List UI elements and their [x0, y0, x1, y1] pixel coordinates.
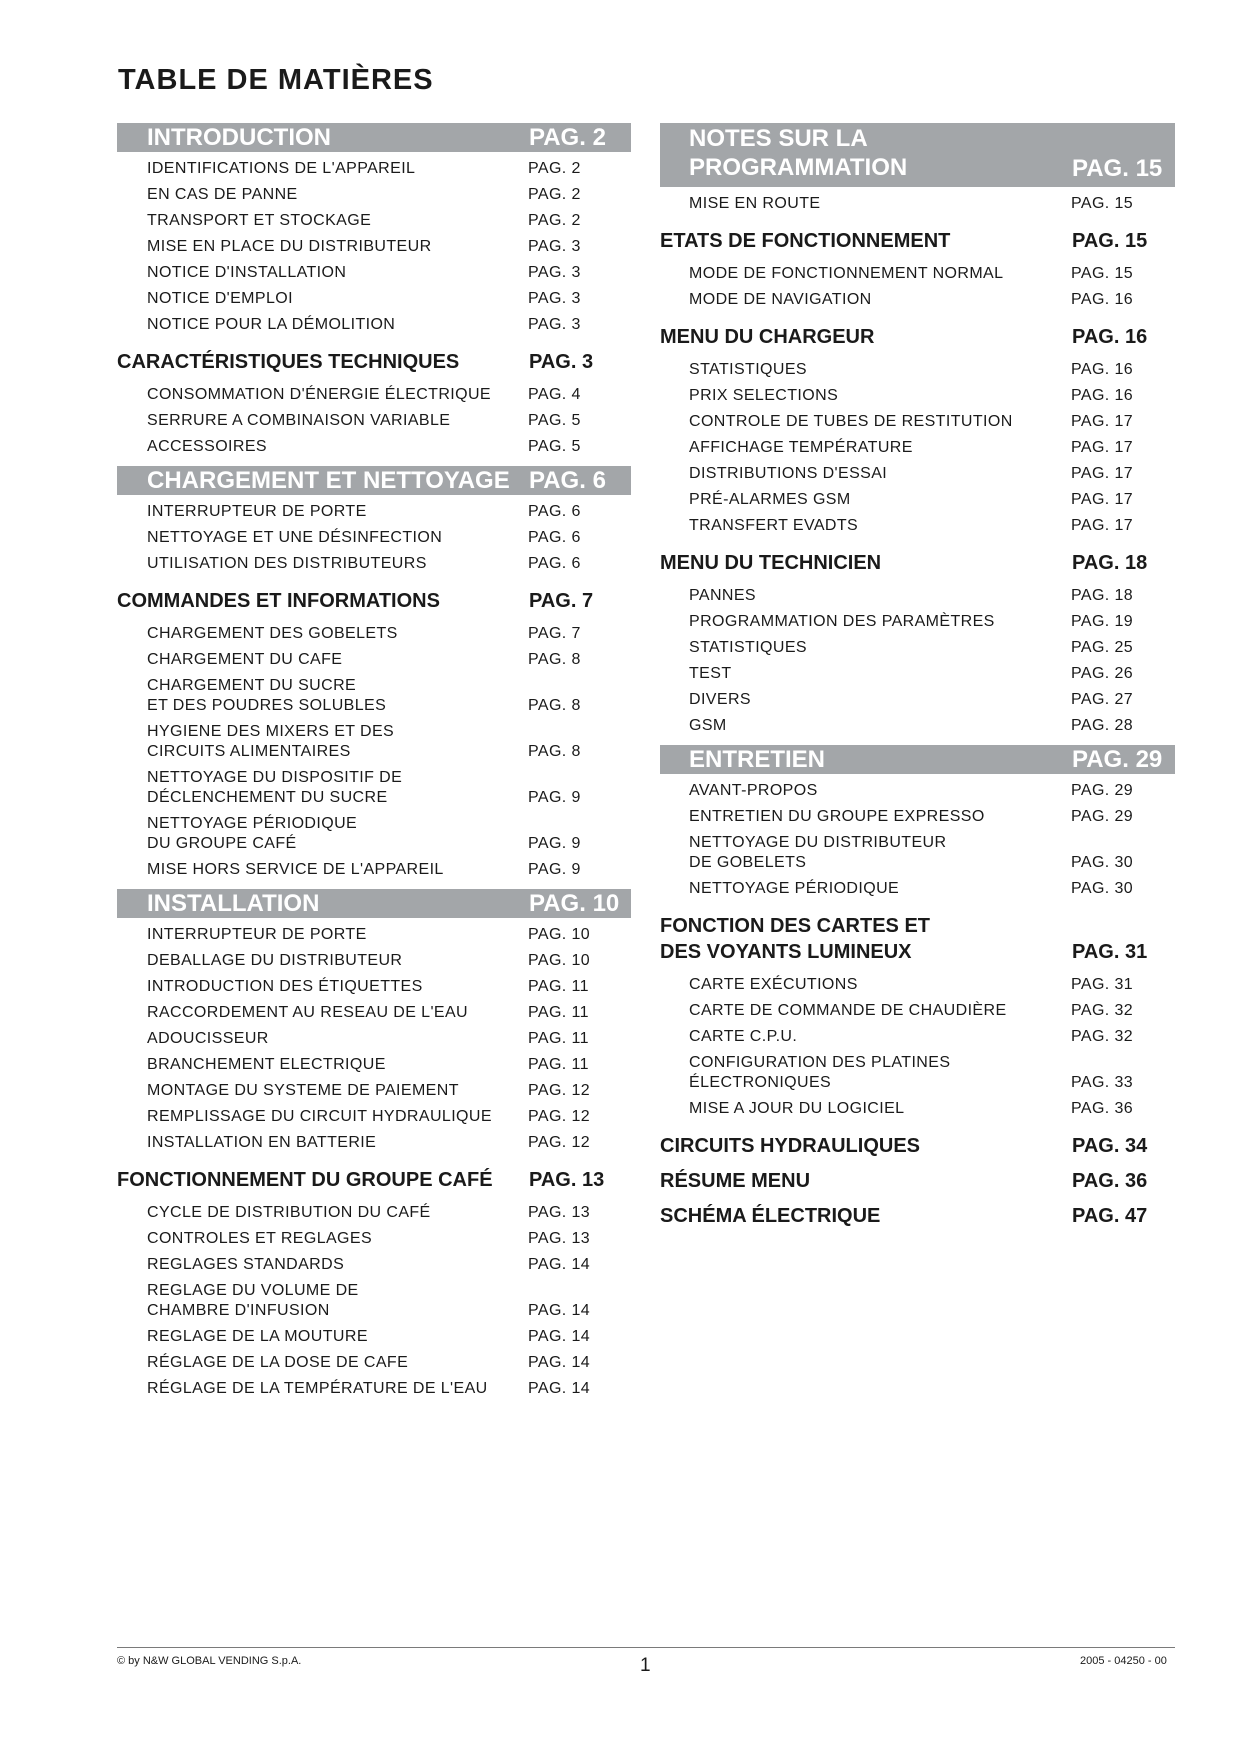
toc-entry-page: PAG. 30	[1071, 854, 1134, 871]
toc-entry-page: PAG. 29	[1071, 782, 1134, 799]
toc-section-heading-label: MENU DU CHARGEUR	[660, 326, 875, 348]
toc-entry-page: PAG. 16	[1071, 387, 1134, 404]
toc-section-heading-page: PAG. 15	[1072, 230, 1148, 252]
toc-entry-label: HYGIENE DES MIXERS ET DES CIRCUITS ALIMENTAIRES	[147, 723, 395, 760]
toc-entry[interactable]	[117, 922, 631, 948]
toc-entry[interactable]	[117, 156, 631, 182]
toc-entry[interactable]	[117, 382, 631, 408]
toc-entry-page: PAG. 33	[1071, 1074, 1134, 1091]
section-spacer	[660, 313, 1175, 322]
toc-entry-page: PAG. 3	[528, 290, 581, 307]
toc-entry[interactable]	[117, 647, 631, 673]
toc-entry-page: PAG. 10	[528, 952, 591, 969]
toc-entry[interactable]	[660, 487, 1175, 513]
toc-entry-label: DISTRIBUTIONS D'ESSAI	[689, 465, 888, 482]
toc-entry-label: TRANSPORT ET STOCKAGE	[147, 212, 372, 229]
toc-section-heading-page: PAG. 36	[1072, 1170, 1148, 1192]
toc-entry-label: RÉGLAGE DE LA DOSE DE CAFE	[147, 1354, 409, 1371]
toc-entry-label: MONTAGE DU SYSTEME DE PAIEMENT	[147, 1082, 459, 1099]
toc-entry-page: PAG. 14	[528, 1256, 591, 1273]
toc-entry-label: TEST	[689, 665, 732, 682]
toc-entry-page: PAG. 17	[1071, 439, 1134, 456]
section-spacer	[660, 217, 1175, 226]
toc-entry[interactable]	[117, 1324, 631, 1350]
toc-entry-label: AFFICHAGE TEMPÉRATURE	[689, 439, 913, 456]
toc-entry-label: CONFIGURATION DES PLATINES ÉLECTRONIQUES	[689, 1054, 951, 1091]
toc-entry-label: NETTOYAGE PÉRIODIQUE DU GROUPE CAFÉ	[147, 815, 358, 852]
toc-entry-page: PAG. 15	[1071, 195, 1134, 212]
toc-entry-page: PAG. 17	[1071, 465, 1134, 482]
toc-entry-page: PAG. 4	[528, 386, 581, 403]
toc-section-heading-page: PAG. 18	[1072, 552, 1148, 574]
toc-entry-label: PRIX SELECTIONS	[689, 387, 839, 404]
toc-entry[interactable]	[117, 719, 631, 765]
toc-entry-label: NOTICE POUR LA DÉMOLITION	[147, 316, 396, 333]
toc-entry[interactable]	[117, 621, 631, 647]
section-spacer	[660, 1122, 1175, 1131]
toc-entry[interactable]	[660, 383, 1175, 409]
toc-entry[interactable]	[117, 765, 631, 811]
toc-entry-label: UTILISATION DES DISTRIBUTEURS	[147, 555, 427, 572]
toc-entry-page: PAG. 25	[1071, 639, 1134, 656]
toc-entry-page: PAG. 14	[528, 1302, 591, 1319]
section-spacer	[660, 902, 1175, 911]
toc-entry-label: MODE DE NAVIGATION	[689, 291, 872, 308]
toc-entry[interactable]	[117, 1278, 631, 1324]
toc-entry-page: PAG. 16	[1071, 361, 1134, 378]
toc-entry[interactable]	[117, 811, 631, 857]
footer-divider	[117, 1647, 1175, 1648]
toc-entry[interactable]	[660, 513, 1175, 539]
toc-entry-page: PAG. 18	[1071, 587, 1134, 604]
toc-entry-label: EN CAS DE PANNE	[147, 186, 298, 203]
toc-entry-page: PAG. 5	[528, 438, 581, 455]
toc-entry-page: PAG. 9	[528, 789, 581, 806]
toc-entry-label: MISE EN ROUTE	[689, 195, 821, 212]
toc-entry-page: PAG. 14	[528, 1380, 591, 1397]
toc-entry[interactable]	[660, 261, 1175, 287]
toc-entry-label: CHARGEMENT DES GOBELETS	[147, 625, 398, 642]
toc-entry-page: PAG. 8	[528, 743, 581, 760]
toc-entry[interactable]	[117, 1376, 631, 1402]
toc-section-heading-label: RÉSUME MENU	[660, 1170, 811, 1192]
toc-section-banner-label: NOTES SUR LA PROGRAMMATION	[689, 125, 908, 181]
toc-entry-page: PAG. 11	[528, 978, 589, 995]
toc-entry-label: ACCESSOIRES	[147, 438, 267, 455]
toc-entry-label: STATISTIQUES	[689, 639, 807, 656]
toc-section-banner[interactable]	[660, 745, 1175, 774]
toc-entry[interactable]	[117, 948, 631, 974]
toc-section-banner-page: PAG. 2	[529, 124, 606, 151]
toc-entry-page: PAG. 31	[1071, 976, 1134, 993]
toc-section-banner-page: PAG. 15	[1072, 155, 1163, 182]
toc-entry-page: PAG. 19	[1071, 613, 1134, 630]
toc-entry-label: REMPLISSAGE DU CIRCUIT HYDRAULIQUE	[147, 1108, 492, 1125]
toc-entry[interactable]	[660, 609, 1175, 635]
toc-entry[interactable]	[660, 713, 1175, 739]
toc-entry[interactable]	[660, 287, 1175, 313]
toc-entry-label: NOTICE D'INSTALLATION	[147, 264, 347, 281]
toc-entry-page: PAG. 13	[528, 1230, 591, 1247]
toc-section-banner-page: PAG. 29	[1072, 746, 1163, 773]
toc-section-heading[interactable]	[117, 1165, 631, 1195]
toc-entry[interactable]	[117, 260, 631, 286]
toc-entry-label: CHARGEMENT DU CAFE	[147, 651, 343, 668]
footer-copyright: © by N&W GLOBAL VENDING S.p.A.	[117, 1655, 302, 1667]
toc-entry[interactable]	[660, 435, 1175, 461]
toc-entry[interactable]	[660, 778, 1175, 804]
toc-entry[interactable]	[660, 1050, 1175, 1096]
toc-entry-page: PAG. 7	[528, 625, 581, 642]
toc-entry[interactable]	[660, 409, 1175, 435]
toc-entry-label: REGLAGE DU VOLUME DE CHAMBRE D'INFUSION	[147, 1282, 359, 1319]
toc-section-banner-label: CHARGEMENT ET NETTOYAGE	[147, 467, 510, 494]
toc-entry-label: GSM	[689, 717, 727, 734]
toc-entry-label: CONTROLES ET REGLAGES	[147, 1230, 373, 1247]
toc-entry-label: MISE A JOUR DU LOGICIEL	[689, 1100, 905, 1117]
toc-entry-label: IDENTIFICATIONS DE L'APPAREIL	[147, 160, 416, 177]
toc-entry[interactable]	[117, 1104, 631, 1130]
toc-entry[interactable]	[660, 635, 1175, 661]
toc-entry[interactable]	[660, 804, 1175, 830]
toc-entry-label: RACCORDEMENT AU RESEAU DE L'EAU	[147, 1004, 469, 1021]
toc-entry[interactable]	[117, 286, 631, 312]
toc-entry[interactable]	[117, 1026, 631, 1052]
toc-entry-page: PAG. 5	[528, 412, 581, 429]
toc-section-banner-label: ENTRETIEN	[689, 746, 826, 773]
toc-entry-label: NETTOYAGE DU DISPOSITIF DE DÉCLENCHEMENT DU SUCRE	[147, 769, 403, 806]
toc-section-heading-page: PAG. 31	[1072, 941, 1148, 963]
toc-entry-label: TRANSFERT EVADTS	[689, 517, 859, 534]
toc-entry-label: STATISTIQUES	[689, 361, 807, 378]
footer-page-number: 1	[640, 1655, 651, 1676]
toc-entry-label: REGLAGE DE LA MOUTURE	[147, 1328, 368, 1345]
toc-section-banner[interactable]	[117, 889, 631, 918]
toc-entry[interactable]	[117, 312, 631, 338]
toc-entry-label: CHARGEMENT DU SUCRE ET DES POUDRES SOLUBLES	[147, 677, 387, 714]
toc-column-right	[660, 123, 1175, 1236]
toc-section-heading[interactable]	[660, 226, 1175, 256]
toc-entry-label: INTERRUPTEUR DE PORTE	[147, 503, 367, 520]
toc-section-heading[interactable]	[660, 1201, 1175, 1231]
toc-entry-page: PAG. 3	[528, 316, 581, 333]
toc-section-heading-page: PAG. 16	[1072, 326, 1148, 348]
toc-entry-page: PAG. 16	[1071, 291, 1134, 308]
toc-entry[interactable]	[117, 974, 631, 1000]
toc-section-heading[interactable]	[117, 347, 631, 377]
toc-entry-label: REGLAGES STANDARDS	[147, 1256, 345, 1273]
toc-entry[interactable]	[117, 1000, 631, 1026]
toc-entry-page: PAG. 12	[528, 1082, 591, 1099]
toc-entry-label: NETTOYAGE DU DISTRIBUTEUR DE GOBELETS	[689, 834, 947, 871]
toc-entry-label: INSTALLATION EN BATTERIE	[147, 1134, 377, 1151]
toc-entry-label: DEBALLAGE DU DISTRIBUTEUR	[147, 952, 403, 969]
toc-entry-page: PAG. 11	[528, 1056, 589, 1073]
toc-section-heading[interactable]	[660, 1166, 1175, 1196]
toc-entry-page: PAG. 30	[1071, 880, 1134, 897]
toc-entry-page: PAG. 8	[528, 697, 581, 714]
toc-entry-page: PAG. 32	[1071, 1002, 1134, 1019]
toc-entry-page: PAG. 17	[1071, 491, 1134, 508]
toc-entry[interactable]	[660, 661, 1175, 687]
toc-section-banner[interactable]	[117, 123, 631, 152]
toc-entry[interactable]	[117, 1350, 631, 1376]
toc-section-heading[interactable]	[660, 322, 1175, 352]
toc-entry-page: PAG. 6	[528, 529, 581, 546]
toc-entry[interactable]	[117, 551, 631, 577]
toc-entry-page: PAG. 8	[528, 651, 581, 668]
toc-section-heading[interactable]	[660, 1131, 1175, 1161]
toc-section-heading-label: CARACTÉRISTIQUES TECHNIQUES	[117, 351, 460, 373]
toc-section-heading-label: FONCTIONNEMENT DU GROUPE CAFÉ	[117, 1169, 493, 1191]
toc-entry-label: CONTROLE DE TUBES DE RESTITUTION	[689, 413, 1013, 430]
toc-section-heading[interactable]	[660, 548, 1175, 578]
toc-entry-label: PANNES	[689, 587, 757, 604]
toc-section-heading-label: MENU DU TECHNICIEN	[660, 552, 882, 574]
toc-entry-label: RÉGLAGE DE LA TEMPÉRATURE DE L'EAU	[147, 1380, 488, 1397]
toc-entry-page: PAG. 2	[528, 160, 581, 177]
toc-entry[interactable]	[117, 1226, 631, 1252]
toc-entry-label: AVANT-PROPOS	[689, 782, 818, 799]
toc-entry[interactable]	[117, 499, 631, 525]
toc-entry-label: CARTE DE COMMANDE DE CHAUDIÈRE	[689, 1002, 1007, 1019]
toc-entry-page: PAG. 29	[1071, 808, 1134, 825]
toc-entry-label: CYCLE DE DISTRIBUTION DU CAFÉ	[147, 1204, 431, 1221]
toc-entry[interactable]	[660, 461, 1175, 487]
toc-entry[interactable]	[117, 857, 631, 883]
toc-section-heading-page: PAG. 13	[529, 1169, 605, 1191]
toc-section-heading-page: PAG. 7	[529, 590, 594, 612]
toc-column-left	[117, 123, 631, 1402]
toc-entry[interactable]	[660, 687, 1175, 713]
toc-entry-label: INTERRUPTEUR DE PORTE	[147, 926, 367, 943]
toc-entry-label: CARTE C.P.U.	[689, 1028, 798, 1045]
toc-entry-page: PAG. 10	[528, 926, 591, 943]
toc-entry-page: PAG. 6	[528, 555, 581, 572]
toc-entry-label: MISE EN PLACE DU DISTRIBUTEUR	[147, 238, 432, 255]
toc-entry-page: PAG. 3	[528, 238, 581, 255]
toc-entry-page: PAG. 9	[528, 835, 581, 852]
toc-section-banner-page: PAG. 6	[529, 467, 606, 494]
toc-entry-page: PAG. 11	[528, 1030, 589, 1047]
toc-entry-label: DIVERS	[689, 691, 751, 708]
toc-section-heading[interactable]	[117, 586, 631, 616]
toc-entry-page: PAG. 17	[1071, 413, 1134, 430]
toc-entry-page: PAG. 12	[528, 1108, 591, 1125]
toc-entry-page: PAG. 14	[528, 1328, 591, 1345]
section-spacer	[117, 577, 631, 586]
toc-entry[interactable]	[117, 182, 631, 208]
toc-entry[interactable]	[117, 525, 631, 551]
toc-entry-page: PAG. 13	[528, 1204, 591, 1221]
toc-entry[interactable]	[660, 972, 1175, 998]
toc-section-heading-page: PAG. 34	[1072, 1135, 1148, 1157]
toc-entry[interactable]	[117, 673, 631, 719]
toc-entry[interactable]	[117, 1052, 631, 1078]
toc-entry-label: CONSOMMATION D'ÉNERGIE ÉLECTRIQUE	[147, 386, 491, 403]
toc-entry[interactable]	[117, 434, 631, 460]
toc-entry-label: MISE HORS SERVICE DE L'APPAREIL	[147, 861, 444, 878]
toc-entry-label: NETTOYAGE ET UNE DÉSINFECTION	[147, 529, 443, 546]
section-spacer	[660, 539, 1175, 548]
toc-entry-page: PAG. 2	[528, 212, 581, 229]
toc-entry-page: PAG. 36	[1071, 1100, 1134, 1117]
toc-entry-page: PAG. 14	[528, 1354, 591, 1371]
page-title: TABLE DE MATIÈRES	[118, 64, 434, 96]
toc-entry-page: PAG. 17	[1071, 517, 1134, 534]
toc-entry[interactable]	[660, 357, 1175, 383]
toc-entry[interactable]	[660, 1096, 1175, 1122]
toc-entry-page: PAG. 26	[1071, 665, 1134, 682]
toc-entry-page: PAG. 27	[1071, 691, 1134, 708]
toc-entry[interactable]	[660, 583, 1175, 609]
toc-section-banner[interactable]	[117, 466, 631, 495]
toc-entry-page: PAG. 15	[1071, 265, 1134, 282]
toc-entry-label: CARTE EXÉCUTIONS	[689, 976, 858, 993]
toc-section-banner-label: INSTALLATION	[147, 890, 320, 917]
toc-section-heading-label: ETATS DE FONCTIONNEMENT	[660, 230, 951, 252]
toc-section-banner[interactable]	[660, 123, 1175, 187]
footer-document-code: 2005 - 04250 - 00	[1080, 1655, 1167, 1667]
toc-entry-page: PAG. 32	[1071, 1028, 1134, 1045]
toc-section-heading-page: PAG. 47	[1072, 1205, 1148, 1227]
toc-entry-label: ENTRETIEN DU GROUPE EXPRESSO	[689, 808, 985, 825]
toc-entry[interactable]	[117, 208, 631, 234]
toc-entry-label: NETTOYAGE PÉRIODIQUE	[689, 880, 900, 897]
toc-entry-page: PAG. 2	[528, 186, 581, 203]
toc-entry-label: ADOUCISSEUR	[147, 1030, 269, 1047]
toc-entry-page: PAG. 3	[528, 264, 581, 281]
section-spacer	[117, 338, 631, 347]
toc-section-heading-page: PAG. 3	[529, 351, 594, 373]
toc-entry[interactable]	[660, 998, 1175, 1024]
toc-entry[interactable]	[660, 191, 1175, 217]
toc-entry-label: PRÉ-ALARMES GSM	[689, 491, 851, 508]
toc-entry[interactable]	[117, 1078, 631, 1104]
toc-section-heading[interactable]	[660, 911, 1175, 967]
toc-entry-page: PAG. 6	[528, 503, 581, 520]
toc-entry-label: BRANCHEMENT ELECTRIQUE	[147, 1056, 386, 1073]
toc-entry-label: SERRURE A COMBINAISON VARIABLE	[147, 412, 451, 429]
toc-entry-label: INTRODUCTION DES ÉTIQUETTES	[147, 978, 423, 995]
toc-entry[interactable]	[660, 876, 1175, 902]
toc-section-heading-label: SCHÉMA ÉLECTRIQUE	[660, 1205, 881, 1227]
toc-entry[interactable]	[117, 1200, 631, 1226]
toc-section-heading-label: FONCTION DES CARTES ET DES VOYANTS LUMINEUX	[660, 915, 931, 963]
toc-section-heading-label: COMMANDES ET INFORMATIONS	[117, 590, 440, 612]
toc-entry-page: PAG. 28	[1071, 717, 1134, 734]
toc-entry[interactable]	[660, 830, 1175, 876]
toc-section-heading-label: CIRCUITS HYDRAULIQUES	[660, 1135, 921, 1157]
toc-entry-page: PAG. 11	[528, 1004, 589, 1021]
toc-section-banner-label: INTRODUCTION	[147, 124, 331, 151]
toc-entry[interactable]	[117, 408, 631, 434]
toc-entry-page: PAG. 12	[528, 1134, 591, 1151]
toc-entry[interactable]	[117, 1252, 631, 1278]
toc-entry-label: MODE DE FONCTIONNEMENT NORMAL	[689, 265, 1004, 282]
toc-entry-label: PROGRAMMATION DES PARAMÈTRES	[689, 613, 995, 630]
toc-entry[interactable]	[117, 1130, 631, 1156]
toc-entry[interactable]	[117, 234, 631, 260]
toc-entry-page: PAG. 9	[528, 861, 581, 878]
section-spacer	[117, 1156, 631, 1165]
toc-entry-label: NOTICE D'EMPLOI	[147, 290, 293, 307]
toc-section-banner-page: PAG. 10	[529, 890, 620, 917]
toc-entry[interactable]	[660, 1024, 1175, 1050]
